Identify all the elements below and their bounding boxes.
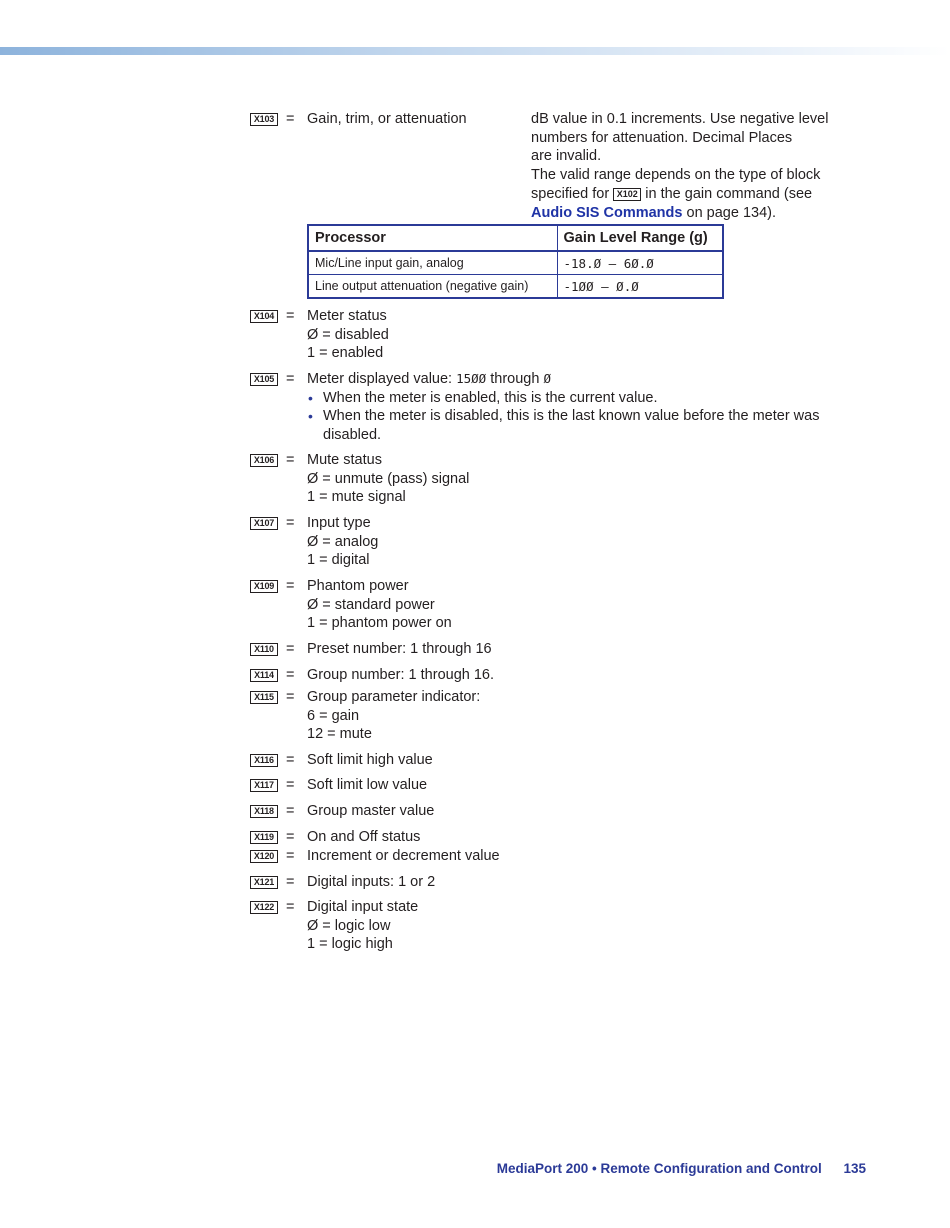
list-item: • When the meter is enabled, this is the current value. — [308, 389, 658, 406]
desc-line: Ø = analog — [307, 533, 379, 550]
variable-label: Increment or decrement value — [307, 848, 500, 864]
desc-line: 6 = gain — [307, 707, 360, 724]
equals-sign: = — [286, 515, 295, 531]
desc-line: Ø = standard power — [307, 596, 435, 613]
variable-box: X119 — [250, 831, 278, 844]
desc-line: Phantom power — [307, 578, 409, 594]
variable-box: X120 — [250, 850, 278, 863]
equals-sign: = — [286, 641, 295, 657]
table-row — [308, 275, 723, 299]
desc-line: 12 = mute — [307, 726, 372, 743]
bullet-icon: • — [308, 389, 313, 406]
desc-line: 1 = phantom power on — [307, 615, 452, 632]
desc-line: Digital input state — [307, 899, 419, 915]
variable-box: X110 — [250, 643, 278, 656]
variable-box: X117 — [250, 779, 278, 792]
inline-variable-box: X102 — [613, 188, 641, 201]
table-cell: Line output attenuation (negative gain) — [308, 275, 557, 299]
desc-line: Ø = logic low — [307, 917, 391, 934]
desc-line: Group parameter indicator: — [307, 689, 481, 705]
desc-line: Meter status — [307, 308, 387, 324]
desc-line: Input type — [307, 515, 371, 531]
desc-line: 1 = enabled — [307, 345, 384, 362]
variable-box: X121 — [250, 876, 278, 889]
variable-label: Preset number: 1 through 16 — [307, 641, 492, 657]
variable-description — [307, 514, 847, 570]
variable-label: Soft limit high value — [307, 752, 433, 768]
equals-sign: = — [286, 829, 295, 845]
equals-sign: = — [286, 874, 295, 890]
desc-line: 1 = mute signal — [307, 489, 406, 506]
variable-label: Gain, trim, or attenuation — [307, 111, 467, 127]
desc-line: The valid range depends on the type of block — [531, 167, 821, 184]
list-item: • When the meter is disabled, this is the last known value before the meter was disabled. — [308, 408, 820, 444]
desc-line: numbers for attenuation. Decimal Places — [531, 129, 793, 146]
equals-sign: = — [286, 111, 295, 127]
desc-line: Audio SIS Commands on page 134). — [531, 204, 776, 221]
variable-box: X116 — [250, 754, 278, 767]
equals-sign: = — [286, 752, 295, 768]
variable-label: Digital inputs: 1 or 2 — [307, 874, 436, 890]
variable-description — [531, 110, 851, 222]
variable-box: X122 — [250, 901, 278, 914]
equals-sign: = — [286, 803, 295, 819]
variable-label: On and Off status — [307, 829, 421, 845]
page-footer — [497, 1161, 866, 1176]
variable-box: X114 — [250, 669, 278, 682]
desc-line: 1 = digital — [307, 552, 370, 569]
variable-description — [307, 577, 847, 633]
gain-level-table — [307, 224, 724, 299]
table-cell: Mic/Line input gain, analog — [308, 251, 557, 275]
variable-description — [307, 307, 847, 363]
variable-box: X104 — [250, 310, 278, 323]
page-number: 135 — [843, 1161, 866, 1176]
desc-line: 1 = logic high — [307, 936, 393, 953]
variable-label: Group number: 1 through 16. — [307, 667, 495, 683]
bullet-icon: • — [308, 408, 313, 425]
desc-line: Ø = unmute (pass) signal — [307, 470, 470, 487]
audio-sis-commands-link[interactable]: Audio SIS Commands — [531, 204, 683, 221]
header-gradient-bar — [0, 47, 950, 55]
equals-sign: = — [286, 578, 295, 594]
table-cell: -1ØØ — Ø.Ø — [557, 275, 723, 299]
desc-line: Mute status — [307, 452, 382, 468]
desc-line: Meter displayed value: 15ØØ through Ø — [307, 371, 551, 387]
equals-sign: = — [286, 371, 295, 387]
equals-sign: = — [286, 689, 295, 705]
variable-box: X109 — [250, 580, 278, 593]
table-cell: -18.Ø — 6Ø.Ø — [557, 251, 723, 275]
variable-box: X115 — [250, 691, 278, 704]
table-row — [308, 251, 723, 275]
variable-description — [307, 688, 847, 744]
variable-label: Group master value — [307, 803, 435, 819]
variable-box: X103 — [250, 113, 278, 126]
footer-title: MediaPort 200 • Remote Configuration and Control — [496, 1161, 822, 1176]
column-header: Gain Level Range (g) — [557, 225, 723, 251]
column-header: Processor — [308, 225, 557, 251]
equals-sign: = — [286, 667, 295, 683]
variable-description — [307, 451, 847, 507]
desc-line: specified for X102 in the gain command (see — [531, 185, 813, 202]
equals-sign: = — [286, 452, 295, 468]
equals-sign: = — [286, 899, 295, 915]
variable-box: X118 — [250, 805, 278, 818]
variable-box: X107 — [250, 517, 278, 530]
desc-line: dB value in 0.1 increments. Use negative level — [531, 111, 829, 127]
desc-line: Ø = disabled — [307, 326, 389, 343]
variable-description — [307, 370, 847, 445]
variable-box: X106 — [250, 454, 278, 467]
equals-sign: = — [286, 308, 295, 324]
desc-line: are invalid. — [531, 148, 602, 165]
table-header-row — [308, 225, 723, 251]
variable-label: Soft limit low value — [307, 777, 428, 793]
variable-box: X105 — [250, 373, 278, 386]
equals-sign: = — [286, 777, 295, 793]
variable-description — [307, 898, 847, 954]
equals-sign: = — [286, 848, 295, 864]
